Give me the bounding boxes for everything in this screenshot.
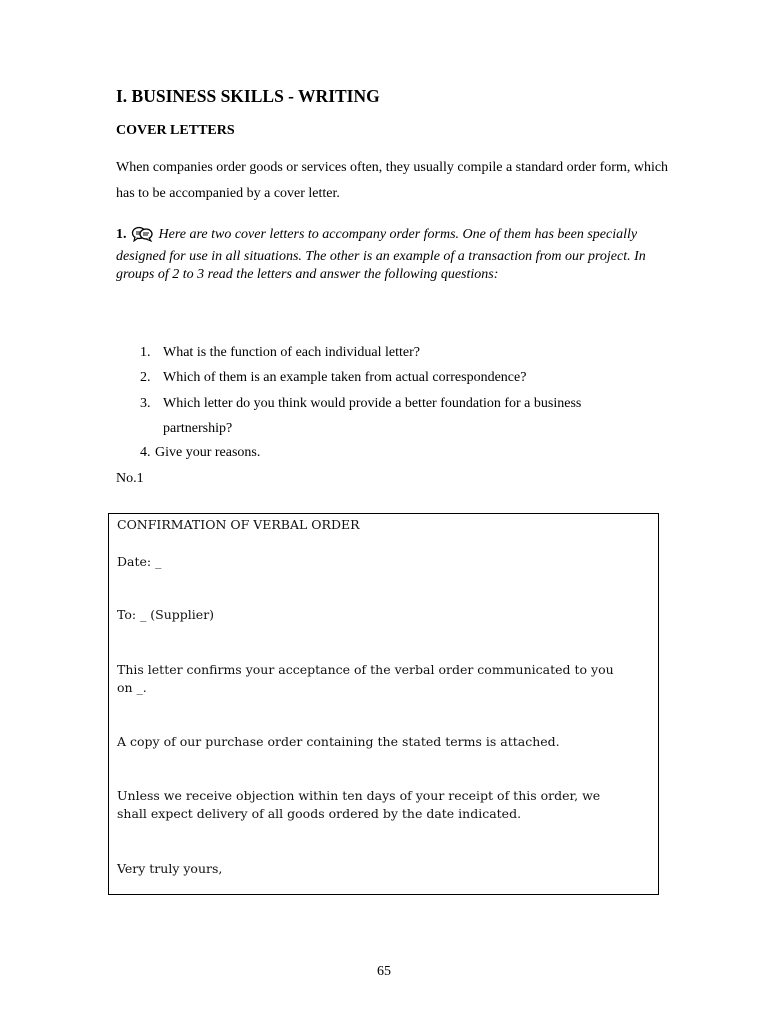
letter-box bbox=[108, 513, 659, 895]
letter-label: No.1 bbox=[116, 471, 144, 486]
group-discussion-icon bbox=[131, 226, 153, 248]
question-text-continuation: partnership? bbox=[163, 421, 233, 436]
question-text: What is the function of each individual letter? bbox=[163, 345, 420, 360]
subheading: COVER LETTERS bbox=[116, 123, 235, 138]
question-text: Which letter do you think would provide a better foundation for a business bbox=[163, 396, 582, 411]
question-number: 4. bbox=[140, 445, 151, 460]
letter-paragraph-1: This letter confirms your acceptance of the verbal order communicated to you bbox=[117, 662, 614, 677]
letter-paragraph-3: Unless we receive objection within ten days of your receipt of this order, we bbox=[117, 788, 601, 803]
letter-date: Date: _ bbox=[117, 554, 162, 569]
list-item bbox=[140, 345, 660, 365]
letter-paragraph-1-line-2: on _. bbox=[117, 680, 147, 695]
intro-paragraph: When companies order goods or services often, they usually compile a standard order form, which has to be accompanied by a cover letter. bbox=[116, 160, 669, 201]
exercise-number: 1. bbox=[116, 227, 127, 242]
letter-paragraph-2: A copy of our purchase order containing the stated terms is attached. bbox=[117, 734, 560, 749]
letter-recipient: To: _ (Supplier) bbox=[117, 607, 215, 622]
letter-closing: Very truly yours, bbox=[117, 861, 223, 876]
list-item bbox=[140, 370, 660, 390]
page-number: 65 bbox=[377, 964, 391, 979]
list-item bbox=[140, 396, 660, 442]
question-text: Which of them is an example taken from actual correspondence? bbox=[163, 370, 527, 385]
exercise-instruction bbox=[116, 226, 656, 284]
question-number: 2. bbox=[140, 370, 151, 385]
question-text: Give your reasons. bbox=[155, 445, 261, 460]
letter-title: CONFIRMATION OF VERBAL ORDER bbox=[117, 517, 360, 532]
list-item bbox=[140, 445, 660, 465]
instruction-text: Here are two cover letters to accompany order forms. One of them has been specially designed for use in all situations. The other is an example of a transaction from our project. In groups of 2 to 3 read the letters and answer the following questions: bbox=[116, 227, 646, 282]
question-number: 3. bbox=[140, 396, 151, 411]
section-title: I. BUSINESS SKILLS - WRITING bbox=[116, 86, 380, 106]
question-list bbox=[140, 345, 660, 475]
question-number: 1. bbox=[140, 345, 151, 360]
letter-paragraph-3-line-2: shall expect delivery of all goods ordered by the date indicated. bbox=[117, 806, 522, 821]
